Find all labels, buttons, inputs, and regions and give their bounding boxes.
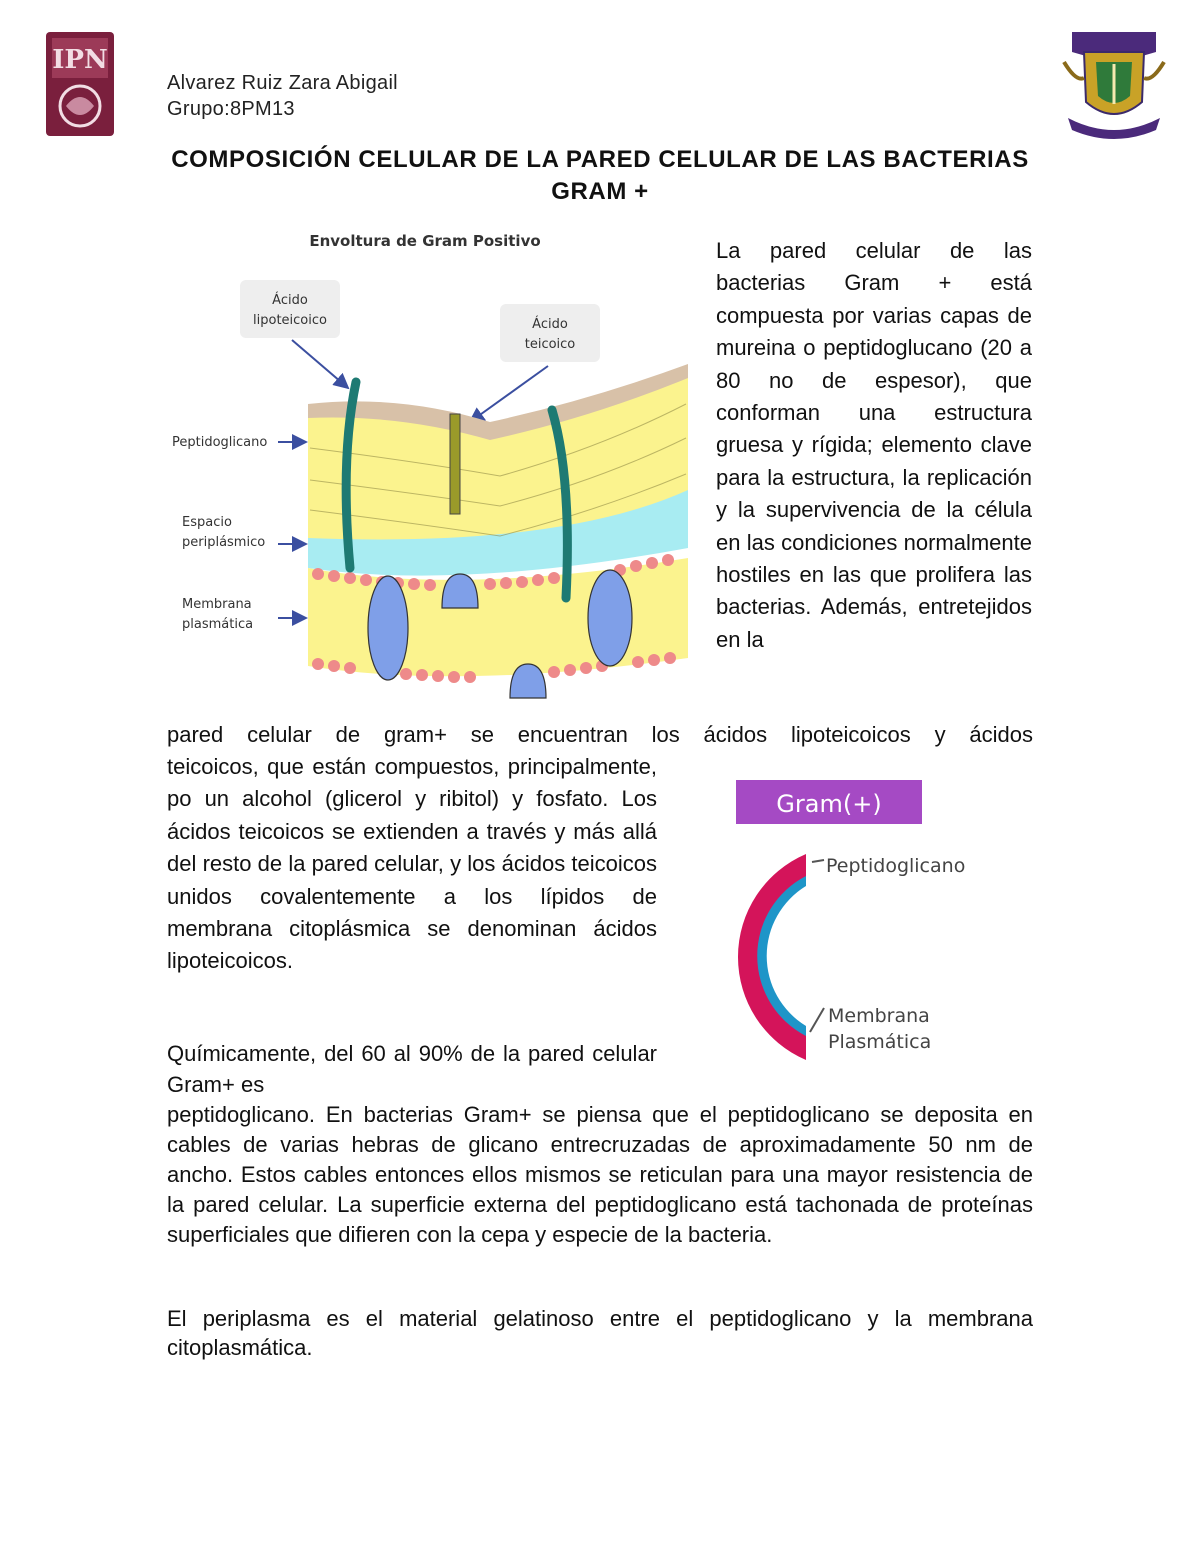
pointer-peptidoglycan [812,860,824,862]
label-membrane-line2: plasmática [182,617,254,632]
fig2-label-membrane-line2: Plasmática [828,1031,932,1053]
paragraph-2-top: Químicamente, del 60 al 90% de la pared celular Gram+ es [167,1041,657,1097]
paragraph-1-middle: pared celular de gram+ se encuentran los ácidos lipoteicoicos y ácidos [167,722,1033,747]
fig2-title: Gram(+) [776,790,882,818]
label-teichoic-line1: Ácido [532,317,568,332]
author-name: Alvarez Ruiz Zara Abigail [167,72,398,94]
paragraph-2-bottom: peptidoglicano. En bacterias Gram+ se piensa que el peptidoglicano se deposita en cables de varias hebras de glicano entrecruzadas de aproximadamente 50 nm de ancho. Estos cables entonces ellos mismos se reticulan para una mayor resistencia de la pared celular. La superficie externa del peptidoglicano está tachonada de proteínas superficiales que difieren con la cepa y especie de la bacteria. [167,1102,1033,1247]
label-box-lipoteichoic [240,280,340,338]
teichoic-acid-rod [450,414,460,514]
fig2-label-peptidoglycan: Peptidoglicano [826,855,966,877]
document-title: COMPOSICIÓN CELULAR DE LA PARED CELULAR DE LAS BACTERIAS GRAM + [171,146,1029,205]
fig2-label-membrane-line1: Membrana [828,1005,930,1027]
unam-fes-logo [1062,22,1166,140]
label-lipoteichoic-line2: lipoteicoico [253,313,327,328]
label-teichoic-line2: teicoico [524,337,576,352]
gram-positive-ring-figure [690,770,1030,1070]
label-box-teichoic [500,304,600,362]
pointer-membrane [810,1008,824,1032]
paragraph-1-top: La pared celular de las bacterias Gram + está compuesta por varias capas de mureina o peptidoglucano (20 a 80 no de espesor), que conforman una estructura gruesa y rígida; elemento clave para la estructura, la replicación y la supervivencia de la célula en las condiciones normalmente hostiles en las que prolifera las bacterias. Además, entretejidos en la [716,238,1032,652]
label-periplasm-line2: periplásmico [182,535,266,550]
label-peptidoglycan: Peptidoglicano [172,435,268,450]
author-group: Grupo:8PM13 [167,98,295,120]
svg-text:IPN: IPN [52,45,108,75]
label-periplasm-line1: Espacio [182,515,232,530]
arrow-lipoteichoic [292,340,348,388]
label-membrane-line1: Membrana [182,597,252,612]
fig1-title: Envoltura de Gram Positivo [309,232,541,250]
paragraph-3: El periplasma es el material gelatinoso entre el peptidoglicano y la membrana citoplasmática. [167,1306,1033,1360]
label-lipoteichoic-line1: Ácido [272,293,308,308]
paragraph-1-bottom: teicoicos, que están compuestos, principalmente, po un alcohol (glicerol y ribitol) y fosfato. Los ácidos teicoicos se extienden a través y más allá del resto de la pared celular, y los ácidos teicoicos unidos covalentemente a los lípidos de membrana citoplásmica se denominan ácidos lipoteicoicos. [167,754,657,974]
ipn-logo [40,28,120,140]
gram-positive-envelope-figure [160,218,700,718]
